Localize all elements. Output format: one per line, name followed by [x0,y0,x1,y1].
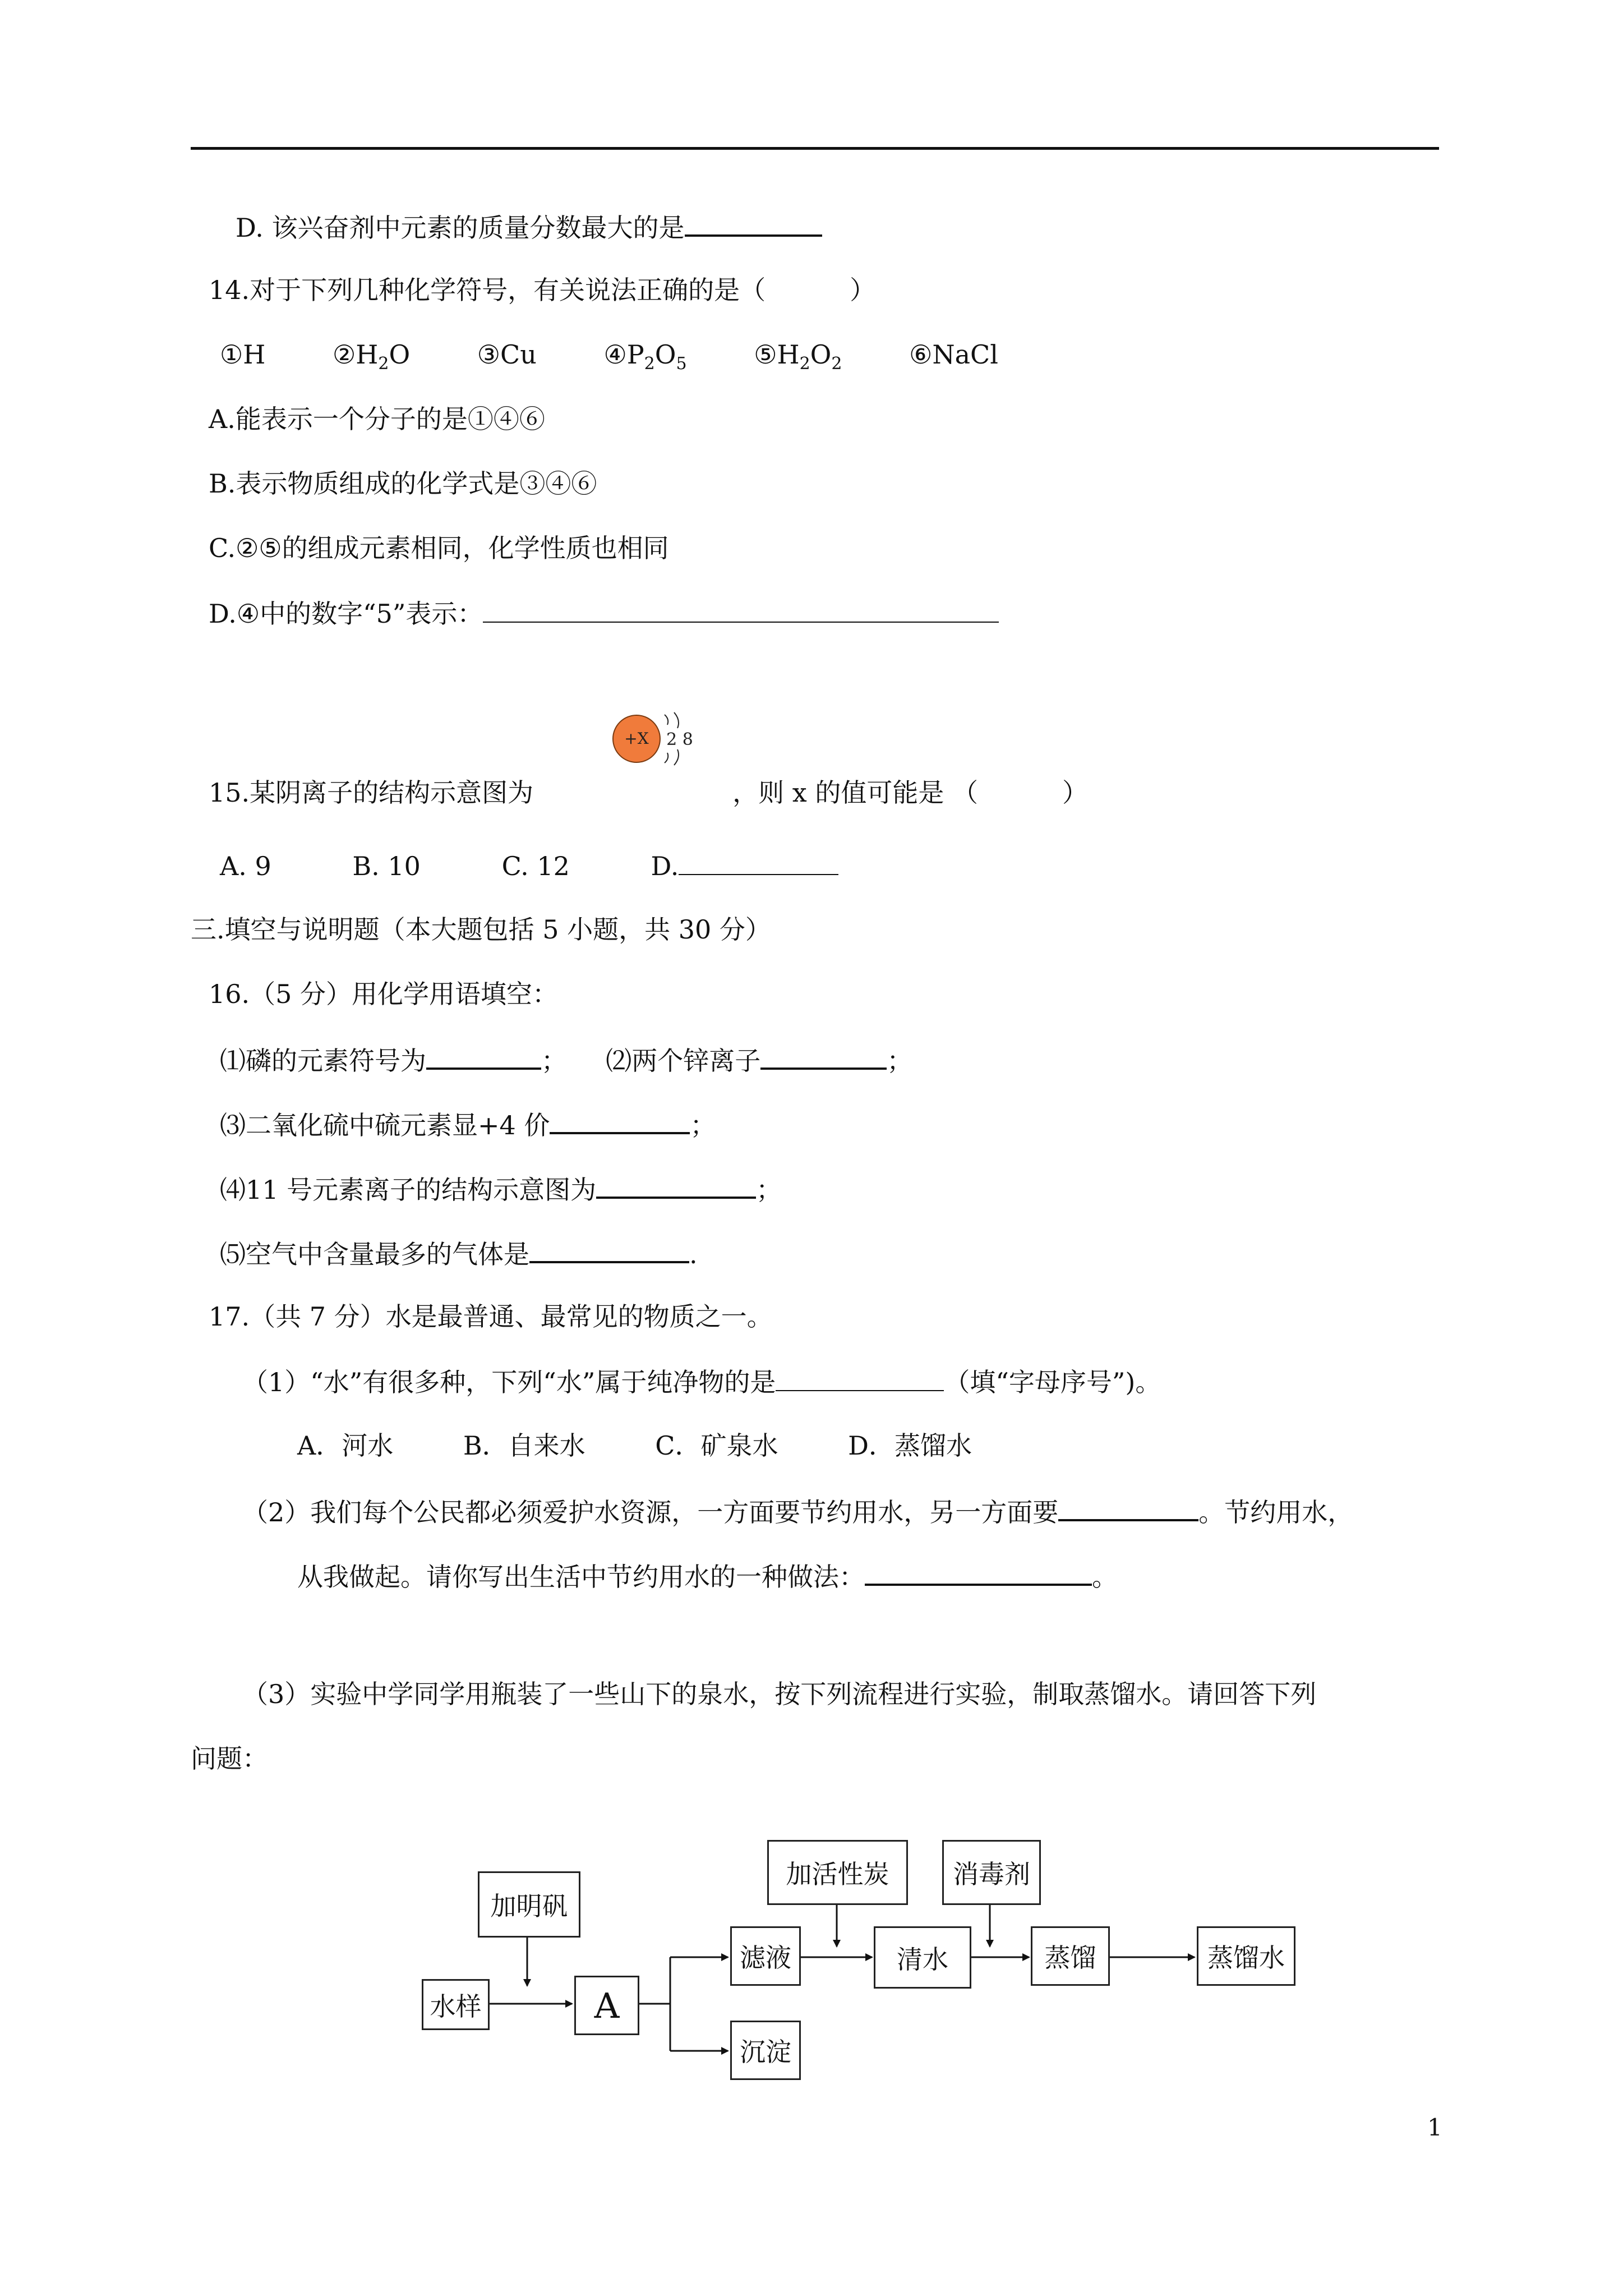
q16-part-5: ⑸空气中含量最多的气体是 . [220,1235,698,1271]
q14-option-c: C.②⑤的组成元素相同，化学性质也相同 [209,533,669,563]
box-distill: 蒸馏 [1031,1926,1110,1986]
answer-blank[interactable] [483,596,999,623]
answer-blank[interactable] [426,1042,541,1070]
q14-option-a: A.能表示一个分子的是①④⑥ [209,404,545,434]
symbol-5: $⑤H_2O_2$ [754,339,842,374]
q17-stem: 17.（共 7 分）水是最普通、最常见的物质之一。 [209,1301,773,1332]
option-c: C．矿泉水 [655,1430,778,1461]
shell-arc-bottom [665,749,679,765]
answer-blank[interactable] [529,1235,689,1263]
option-a: A．河水 [297,1430,394,1461]
page-number: 1 [1427,2114,1442,2141]
option-b: B. 10 [352,851,421,881]
electron-shells: 2 8 [666,730,693,749]
header-rule [191,147,1439,150]
nucleus-label: +X [624,729,649,748]
answer-blank[interactable] [776,1364,944,1391]
box-add-alum: 加明矾 [478,1871,580,1938]
q16-part-4: ⑷11 号元素离子的结构示意图为 ； [220,1171,782,1207]
q17-part-2-line-2: 从我做起。请你写出生活中节约用水的一种做法： 。 [297,1558,1118,1594]
box-add-activated-carbon: 加活性炭 [767,1840,908,1905]
option-a: A. 9 [220,851,271,881]
answer-blank[interactable] [550,1106,690,1134]
q16-stem: 16.（5 分）用化学用语填空： [209,979,559,1009]
q16-part-1-2: ⑴磷的元素符号为 ； ⑵两个锌离子 ； [220,1042,912,1078]
q14-option-b: B.表示物质组成的化学式是③④⑥ [209,468,597,499]
symbol-2: $②H_2O$ [332,339,411,374]
answer-blank[interactable] [679,848,838,875]
q13-option-d: D. 该兴奋剂中元素的质量分数最大的是 [236,209,822,245]
symbol-3: ③Cu [477,339,537,370]
q15-stem: 15.某阴离子的结构示意图为 ，则 x 的值可能是 （ ） [209,777,1088,808]
answer-blank[interactable] [1058,1493,1198,1521]
ion-structure-diagram [611,708,701,770]
box-a: A [574,1976,639,2035]
q17-part-3-line-2: 问题： [191,1743,268,1774]
option-d: D．蒸馏水 [848,1430,972,1461]
section-3-title: 三.填空与说明题（本大题包括 5 小题，共 30 分） [191,914,771,945]
box-precipitate: 沉淀 [730,2021,801,2080]
box-filtrate: 滤液 [730,1926,801,1986]
q17-part-3-line-1: （3）实验中学同学用瓶装了一些山下的泉水，按下列流程进行实验，制取蒸馏水。请回答下列 [242,1679,1317,1709]
box-distilled-water: 蒸馏水 [1197,1926,1295,1986]
box-disinfectant: 消毒剂 [942,1840,1041,1905]
q14-symbols [220,338,1057,381]
shell-arc-top [665,712,679,728]
q17-part-2-line-1: （2）我们每个公民都必须爱护水资源，一方面要节约用水，另一方面要 。节约用水， [242,1493,1353,1529]
symbol-1: ①H [220,339,266,370]
option-c: C. 12 [501,851,570,881]
symbol-4: $④P_2O_5$ [603,339,687,374]
answer-blank[interactable] [596,1171,756,1199]
q17-part-1-options [297,1429,972,1462]
answer-blank[interactable] [685,209,822,237]
q16-part-3: ⑶二氧化硫中硫元素显+4 价 ； [220,1106,716,1142]
q17-part-1: （1）“水”有很多种，下列“水”属于纯净物的是 （填“字母序号”)。 [242,1364,1161,1399]
symbol-6: ⑥NaCl [909,339,998,370]
answer-blank[interactable] [865,1558,1092,1586]
box-water-sample: 水样 [422,1979,490,2030]
option-d: D. [651,851,839,881]
option-b: B．自来水 [463,1430,585,1461]
q14-option-d: D.④中的数字“5”表示： [209,596,999,631]
q14-stem: 14.对于下列几种化学符号，有关说法正确的是（ ） [209,275,876,305]
answer-blank[interactable] [760,1042,887,1070]
q15-options [220,848,838,883]
box-clear-water: 清水 [874,1926,971,1989]
